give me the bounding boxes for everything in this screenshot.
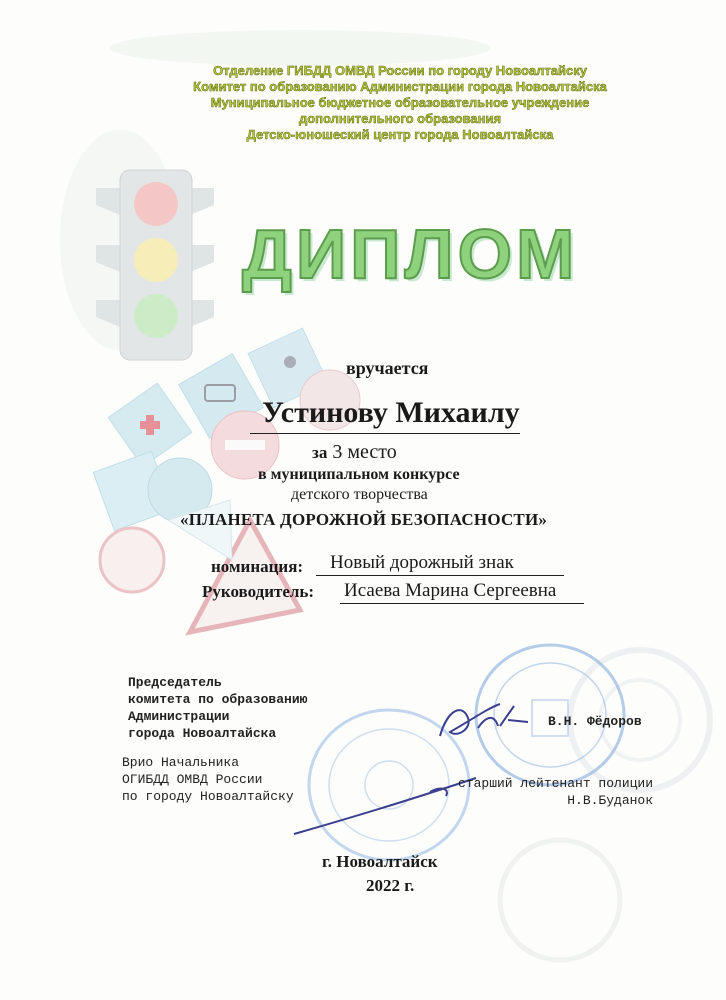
contest-line-2: детского творчества: [291, 486, 428, 503]
police-name: Н.В.Буданок: [567, 793, 654, 808]
signature-police: [290, 770, 480, 840]
place-prefix: за: [312, 443, 328, 462]
chair-line-2: комитета по образованию: [128, 692, 308, 707]
police-line-1: Врио Начальника: [122, 755, 240, 770]
police-rank: старший лейтенант полиции: [458, 776, 654, 791]
place-award: [312, 441, 397, 464]
header-line-2: Комитет по образованию Администрации города Новоалтайска: [193, 79, 607, 94]
contest-line-1: в муниципальном конкурсе: [258, 466, 460, 483]
nomination-label: номинация:: [211, 557, 304, 576]
nomination-underline: [316, 575, 564, 576]
chair-title: [128, 674, 307, 742]
place-value: 3 место: [332, 441, 397, 463]
diploma-title: ДИПЛОМ: [242, 215, 579, 293]
police-line-3: по городу Новоалтайску: [122, 789, 294, 804]
chair-line-3: Администрации: [128, 709, 230, 724]
leader-underline: [340, 603, 584, 604]
chair-line-1: Председатель: [128, 675, 222, 690]
police-title: [122, 754, 294, 805]
header-line-1: Отделение ГИБДД ОМВД России по городу Новоалтайску: [213, 63, 587, 78]
contest-name: «ПЛАНЕТА ДОРОЖНОЙ БЕЗОПАСНОСТИ»: [180, 510, 548, 529]
header-line-4: дополнительного образования: [298, 111, 502, 126]
issuing-organizations: [120, 63, 680, 143]
police-line-2: ОГИБДД ОМВД России: [122, 772, 263, 787]
leader-value: Исаева Марина Сергеевна: [344, 580, 557, 601]
city: г. Новоалтайск: [322, 852, 438, 871]
recipient-name: Устинову Михаилу: [262, 396, 520, 429]
nomination-value: Новый дорожный знак: [330, 552, 514, 573]
leader-label: Руководитель:: [202, 582, 315, 601]
chair-name: В.Н. Фёдоров: [548, 714, 642, 729]
header-line-5: Детско-юношеский центр города Новоалтайска: [246, 127, 554, 142]
recipient-underline: [250, 433, 520, 434]
year: 2022 г.: [366, 876, 415, 895]
awarded-text: вручается: [346, 358, 429, 378]
police-signatory: [458, 775, 653, 809]
signature: [428, 698, 538, 748]
chair-line-4: города Новоалтайска: [128, 726, 277, 741]
header-line-3: Муниципальное бюджетное образовательное учреждение: [210, 95, 590, 110]
